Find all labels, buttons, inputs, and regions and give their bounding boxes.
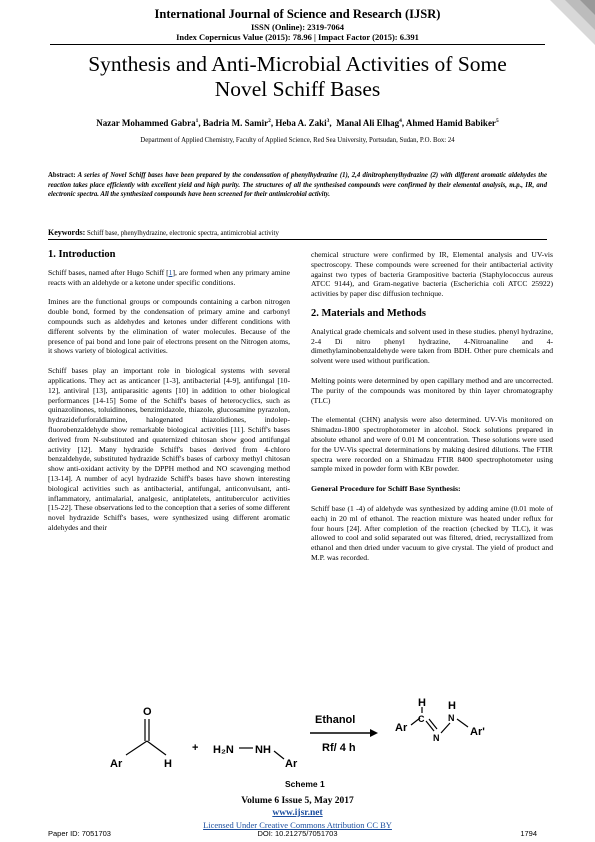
bond	[441, 723, 450, 733]
bond	[429, 719, 437, 729]
doi: DOI: 10.21275/7051703	[257, 829, 338, 838]
nh-label: NH	[255, 744, 271, 756]
nitrogen-label: N	[448, 713, 455, 723]
oxygen-label: O	[143, 706, 152, 718]
author: Nazar Mohammed Gabra	[96, 118, 196, 128]
journal-name: International Journal of Science and Research (IJSR)	[154, 7, 441, 21]
header-rule	[50, 44, 545, 45]
paragraph: Analytical grade chemicals and solvent used in these studies. phenyl hydrazine, 2-4 Di nitro phenyl hydrazine, 4-Nitroanaline and 4-dimethylaminobenzaldehyde were taken from BDH. Other pure chemicals and solvent were used without purification.	[311, 326, 553, 366]
author: Heba A. Zaki	[275, 118, 327, 128]
reaction-scheme	[100, 695, 530, 790]
hydrogen-label: H	[448, 700, 456, 712]
bond	[126, 741, 147, 755]
issue-info: Volume 6 Issue 5, May 2017	[241, 796, 354, 806]
paragraph: Schiff bases play an important role in biological systems with several applications. They act as anticancer [1-3], antibacterial [4-9], antifungal [10-12], antiviral [13], antiparasitic agents [10] in addition to other biological performances [14-15] Some of the Schiff's bases of heterocyclics, such as quinazolinones, toluidinones, benzimidazole, thiazole, glucosamine pyrazolon, hydrazidefurforaldiamine, halogenated thiazolidiones, indolep-fluorobenzaldehyde show remarkable biological activities [11]. Schiff's bases derived from N-substituted and quaternized chitosan show good antifungal activity [12]. Many hydrazide Schiff's bases derived from 4-chloro benzaldehyde, substituted hydrazide Schiff's bases of carboxy methyl chitosan show anti-oxidant activity by the DPPH method and NO scavenging method [13-14]. A number of acyl hydrazide Schiff's bases have shown interesting biological activities such as antibacterial, antifungal, anticonvulsant, anti-inflammatory, antimalarial, analgesic, antiplatelets, antituberculor activities [15-22]. These observations led to the conception that a series of some different novel hydrazide Schiff's bases, were synthesized using different aromatic aldehydes and their	[48, 366, 291, 532]
condition-label: Rf/ 4 h	[322, 742, 356, 754]
paragraph: chemical structure were confirmed by IR, Elemental analysis and UV-vis spectroscopy. These compounds were screened for their antibacterial activity against two types of bacteria Grampositive bacteria (Staphylococcus aureus ATCC 9144), and Gram-negative bacteria (Escherichia coli ATCC 25922) activities by paper disc diffusion technique.	[311, 250, 553, 299]
section-heading-materials: 2. Materials and Methods	[311, 307, 426, 319]
title-line-1: Synthesis and Anti-Microbial Activities of Some	[88, 52, 507, 76]
paper-id: Paper ID: 7051703	[48, 829, 111, 838]
paragraph: Melting points were determined by open capillary method and are uncorrected. The purity of the compounds was monitored by thin layer chromatography (TLC)	[311, 375, 553, 405]
journal-website-link[interactable]: www.ijsr.net	[272, 808, 323, 818]
issn: ISSN (Online): 2319-7064	[250, 22, 345, 32]
reference-link[interactable]: 1	[168, 267, 173, 277]
carbon-label: C	[418, 714, 425, 724]
aryl-label: Ar	[395, 722, 408, 734]
left-column	[48, 250, 290, 543]
abstract-label: Abstract:	[48, 172, 76, 179]
amine-label: H₂N	[213, 744, 234, 756]
author: Manal Ali Elhag	[336, 118, 400, 128]
author: Badria M. Samir	[202, 118, 269, 128]
paragraph: Imines are the functional groups or compounds containing a carbon nitrogen double bond, formed by the condensation of primary amine and carbonyl compounds such as aldehydes and ketones under different conditions with different solvents by the elimination of water molecules. Because of the presence of pai bond and lone pair of electrons present on the Nitrogen atoms, it shows variety of biological activities.	[48, 297, 290, 356]
keywords-text: Schiff base, phenylhydrazine, electronic spectra, antimicrobial activity	[87, 230, 279, 237]
abstract	[48, 171, 547, 200]
nitrogen-label: N	[433, 733, 440, 743]
author: Ahmed Hamid Babiker	[405, 118, 496, 128]
aryl-label: Ar	[285, 758, 298, 770]
paragraph: Schiff bases, named after Hugo Schiff [1], are formed when any primary amine reacts with an aldehyde or a ketone under specific conditions.	[48, 267, 290, 287]
author-list: Nazar Mohammed Gabra$^1$, Badria M. Samir$^2$, Heba A. Zaki$^3$, Manal Ali Elhag$^4$, Ahmed Hamid Babiker$^5$	[96, 118, 499, 128]
keywords-label: Keywords:	[48, 228, 86, 237]
section-heading-introduction: 1. Introduction	[48, 249, 116, 260]
paragraph: Schiff base (1 -4) of aldehyde was synthesized by adding amine (0.01 mole of each) in 20 ml of ethanol. The reaction mixture was heated under reflux for four hours [24]. After completion of the reaction (checked by TLC), it was allowed to cool and solid separated out was filtered, dried, recrystallized from ethanol and then dried under vacuum to give crystal. The yield of product and M.P. was recorded.	[311, 503, 553, 562]
subsection-heading-procedure: General Procedure for Schiff Base Synthesis:	[311, 484, 461, 494]
aryl-label: Ar	[110, 758, 123, 770]
solvent-label: Ethanol	[315, 714, 356, 726]
bond	[274, 751, 284, 759]
right-column	[311, 250, 553, 573]
title-line-2: Novel Schiff Bases	[214, 77, 381, 101]
arrow-head	[370, 729, 378, 737]
scheme-caption: Scheme 1	[285, 779, 325, 789]
hydrogen-label: H	[418, 697, 426, 709]
plus-sign: +	[192, 742, 199, 754]
bond	[426, 721, 434, 731]
bond	[147, 741, 166, 755]
keywords	[48, 228, 547, 237]
affiliation: Department of Applied Chemistry, Faculty of Applied Science, Red Sea University, Portsudan, Sudan, P.O. Box: 24	[140, 137, 455, 144]
paragraph: The elemental (CHN) analysis were also determined. UV-Vis monitored on Shimadzu-1800 spectrophotometer in alcohol. Stock solutions prepared in absolute ethanol and were of 0.01 M concentration. These solutions were used for the UV-Vis spectral determinations by making desired dilutions. The FTIR spectra were recorded on a Shimadzu FTIR 8400 spectrophotometer using sample mixed in powder form with KBr powder.	[311, 415, 553, 474]
paper-title	[0, 52, 595, 102]
hydrogen-label: H	[164, 758, 172, 770]
bond	[457, 719, 468, 727]
abstract-text: A series of Novel Schiff bases have been prepared by the condensation of phenylhydrazine (1), 2,4 dinitrophenylhydrazine (2) with different aromatic aldehydes the reaction takes place efficiently with excellent yield and high purity. The structures of all the synthesised compounds were confirmed by their elemental analysis, m.p., IR, and electronic spectra. All the synthesized compounds have been screened for their antimicrobial activity.	[48, 172, 547, 199]
page-number: 1794	[520, 829, 537, 838]
license-link[interactable]: Licensed Under Creative Commons Attribution CC BY	[203, 820, 392, 830]
keywords-rule	[48, 239, 547, 240]
index-impact: Index Copernicus Value (2015): 78.96 | Impact Factor (2015): 6.391	[176, 32, 419, 42]
aryl-label: Ar'	[470, 726, 485, 738]
